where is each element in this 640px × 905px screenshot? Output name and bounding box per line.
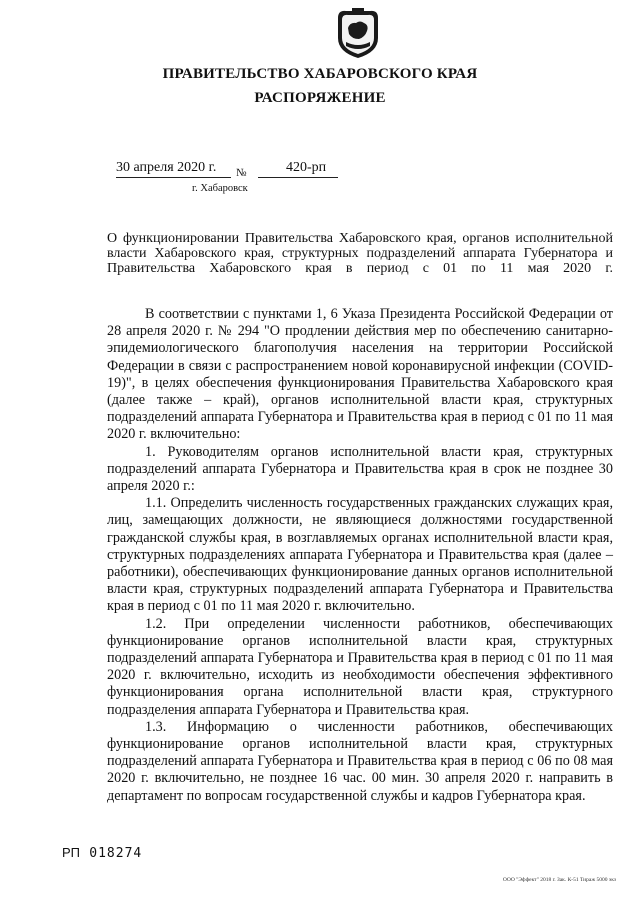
paragraph-1-2: 1.2. При определении численности работников, обеспечивающих функционирование органов исполнительной власти края, структурных подразделений аппарата Губернатора и Правительства края в период с 01 по 11 мая 2020 г. включительно, исходить из необходимости обеспечения эффективного функционирования органа исполнительной власти края, структурного подразделения аппарата Губернатора и Правительства края. [107,615,613,718]
form-code [62,845,142,861]
printer-imprint: ООО "Эффект" 2018 г. Зак. К-51 Тираж 5000 экз [502,877,616,883]
document-date: 30 апреля 2020 г. [116,160,231,178]
organization-title: ПРАВИТЕЛЬСТВО ХАБАРОВСКОГО КРАЯ [162,66,478,82]
document-subject: О функционировании Правительства Хабаровского края, органов исполнительной власти Хабаровского края, структурных подразделений аппарата Губернатора и Правительства Хабаровского края в период с 01 по 11 мая 2020 г. [107,231,613,276]
form-code-label: РП [62,845,81,860]
coat-of-arms-emblem [334,8,382,60]
document-type: РАСПОРЯЖЕНИЕ [254,90,386,106]
paragraph-1: 1. Руководителям органов исполнительной власти края, структурных подразделений аппарата Губернатора и Правительства края в срок не позднее 30 апреля 2020 г.: [107,443,613,495]
city-label: г. Хабаровск [192,183,248,194]
paragraph-1-1: 1.1. Определить численность государственных гражданских служащих края, лиц, замещающих должности, не являющиеся должностями государственной гражданской службы края, в возглавляемых органах исполнительной власти края, структурных подразделениях аппарата Губернатора и Правительства края (далее – работники), обеспечивающих функционирование данных органов исполнительной власти края, структурных подразделений аппарата Губернатора и Правительства края в период с 01 по 11 мая 2020 г. включительно. [107,495,613,615]
paragraph-1-3: 1.3. Информацию о численности работников, обеспечивающих функционирование органов исполнительной власти края, структурных подразделений аппарата Губернатора и Правительства края в период с 06 по 08 мая 2020 г. включительно, не позднее 16 час. 00 мин. 30 апреля 2020 г. направить в департамент по вопросам государственной службы и кадров Губернатора края. [107,718,613,804]
form-code-value: 018274 [89,846,143,861]
document-number: 420-рп [258,160,338,178]
paragraph-preamble: В соответствии с пунктами 1, 6 Указа Президента Российской Федерации от 28 апреля 2020 г. № 294 "О продлении действия мер по обеспечению санитарно-эпидемиологического благополучия населения на территории Российской Федерации в связи с распространением новой коронавирусной инфекции (COVID-19)", в целях обеспечения функционирования Правительства Хабаровского края (далее также – край), органов исполнительной власти края, структурных подразделений аппарата Губернатора и Правительства края в период с 01 по 11 мая 2020 г. включительно: [107,306,613,443]
document-body [107,306,613,805]
number-label: № [236,167,247,179]
